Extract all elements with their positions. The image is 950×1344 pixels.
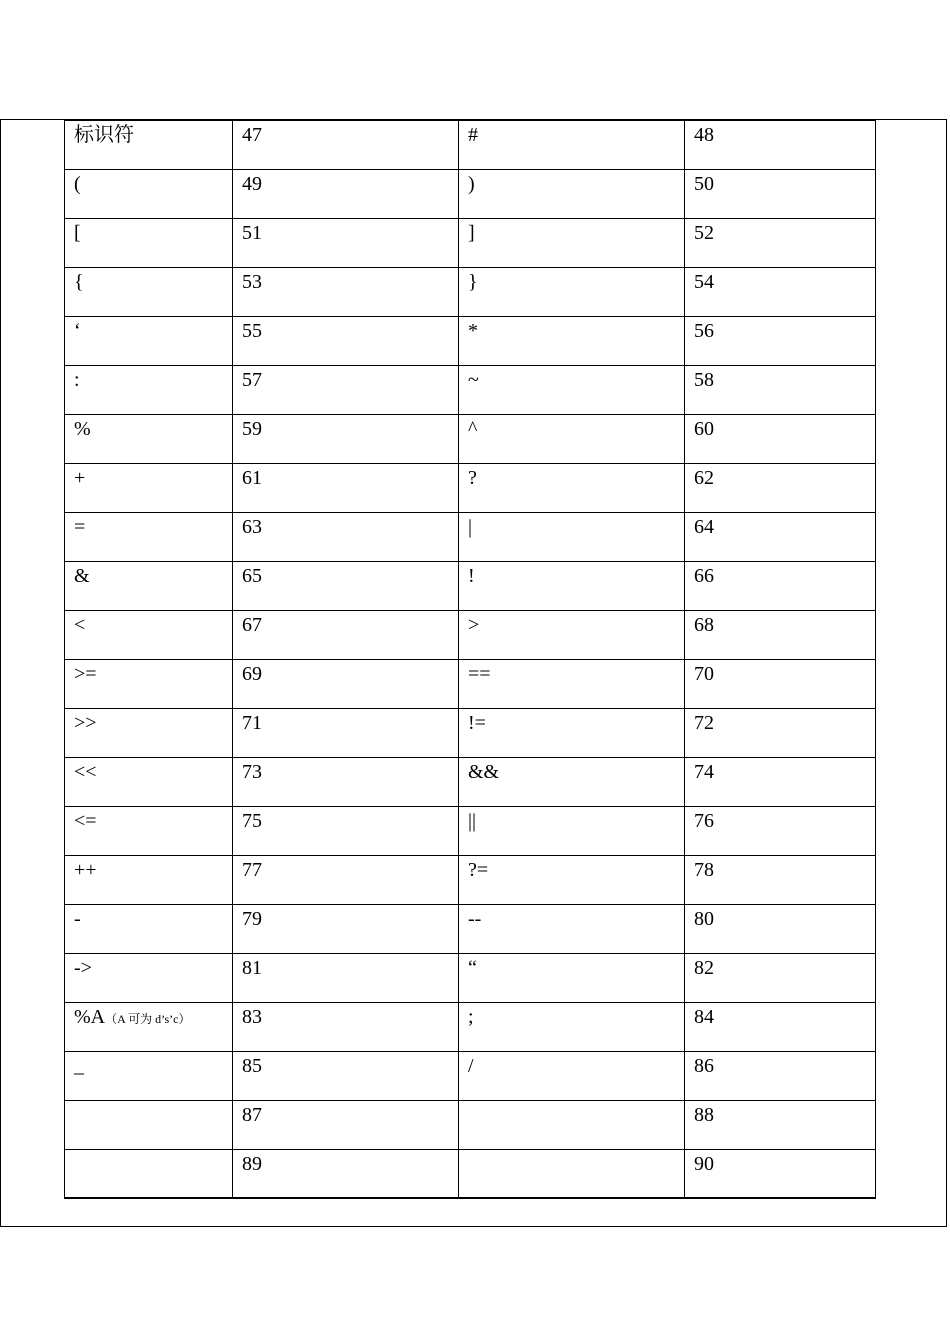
symbol-text: } [468, 270, 478, 293]
symbol-cell [65, 1149, 233, 1198]
symbol-cell [459, 904, 685, 953]
code-text: 59 [242, 417, 262, 440]
code-text: 80 [694, 907, 714, 930]
symbol-cell [459, 757, 685, 806]
symbol-cell [459, 316, 685, 365]
table-row [65, 512, 876, 561]
symbol-text [74, 1003, 190, 1032]
symbol-cell [65, 1100, 233, 1149]
symbol-text: ] [468, 221, 475, 244]
table-row [65, 365, 876, 414]
code-text: 74 [694, 760, 714, 783]
code-cell [233, 169, 459, 218]
code-cell [233, 904, 459, 953]
symbol-text: ? [468, 466, 477, 489]
code-cell [233, 120, 459, 169]
table-row [65, 414, 876, 463]
symbol-text: <= [74, 809, 97, 832]
symbol-text: > [468, 613, 480, 636]
code-text: 87 [242, 1103, 262, 1126]
code-text: 49 [242, 172, 262, 195]
table-row [65, 561, 876, 610]
code-cell [685, 1051, 876, 1100]
symbol-cell [65, 659, 233, 708]
code-text: 79 [242, 907, 262, 930]
code-text: 89 [242, 1152, 262, 1175]
table-row [65, 1051, 876, 1100]
code-cell [233, 414, 459, 463]
symbol-cell [65, 757, 233, 806]
code-text: 58 [694, 368, 714, 391]
symbol-cell [459, 512, 685, 561]
code-cell [685, 1149, 876, 1198]
code-text: 88 [694, 1103, 714, 1126]
code-text: 53 [242, 270, 262, 293]
symbol-cell [459, 610, 685, 659]
code-cell [685, 708, 876, 757]
symbol-text: ‘ [74, 319, 81, 342]
code-cell [685, 365, 876, 414]
table-row [65, 463, 876, 512]
code-text: 60 [694, 417, 714, 440]
symbol-text: -> [74, 956, 92, 979]
table-row [65, 806, 876, 855]
code-cell [685, 904, 876, 953]
symbol-cell [65, 512, 233, 561]
symbol-text: 标识符 [74, 124, 134, 146]
symbol-cell [65, 218, 233, 267]
code-cell [233, 806, 459, 855]
table-row [65, 757, 876, 806]
code-cell [685, 806, 876, 855]
symbol-cell [65, 610, 233, 659]
code-text: 66 [694, 564, 714, 587]
code-text: 55 [242, 319, 262, 342]
symbol-text: ++ [74, 858, 97, 881]
code-text: 52 [694, 221, 714, 244]
table-row [65, 218, 876, 267]
code-text: 51 [242, 221, 262, 244]
code-text: 73 [242, 760, 262, 783]
symbol-cell [459, 1051, 685, 1100]
symbol-cell [65, 316, 233, 365]
symbol-text: = [74, 515, 86, 538]
symbol-cell [459, 1149, 685, 1198]
code-text: 68 [694, 613, 714, 636]
symbol-cell [459, 267, 685, 316]
symbol-cell [65, 267, 233, 316]
symbol-cell [459, 855, 685, 904]
code-text: 64 [694, 515, 714, 538]
code-text: 63 [242, 515, 262, 538]
code-cell [685, 169, 876, 218]
code-text: 61 [242, 466, 262, 489]
symbol-text: || [468, 809, 477, 832]
code-text: 83 [242, 1005, 262, 1028]
token-code-table [64, 119, 876, 1199]
code-cell [685, 757, 876, 806]
code-cell [685, 1002, 876, 1051]
code-cell [233, 659, 459, 708]
code-cell [685, 561, 876, 610]
symbol-text: # [468, 124, 478, 146]
symbol-text: >> [74, 711, 97, 734]
code-cell [233, 316, 459, 365]
code-cell [685, 120, 876, 169]
symbol-cell [65, 561, 233, 610]
symbol-text: ( [74, 172, 81, 195]
code-text: 90 [694, 1152, 714, 1175]
table-row [65, 1100, 876, 1149]
format-specifier-note: （A 可为 d’s’c） [105, 1011, 191, 1026]
table-row [65, 904, 876, 953]
table-row [65, 1002, 876, 1051]
symbol-text: % [74, 417, 91, 440]
symbol-cell [65, 169, 233, 218]
symbol-text: << [74, 760, 97, 783]
code-text: 78 [694, 858, 714, 881]
code-cell [685, 659, 876, 708]
symbol-cell [65, 708, 233, 757]
table-row [65, 120, 876, 169]
code-cell [233, 1100, 459, 1149]
code-text: 77 [242, 858, 262, 881]
symbol-cell [65, 1002, 233, 1051]
symbol-cell [459, 365, 685, 414]
symbol-cell [459, 120, 685, 169]
code-cell [233, 757, 459, 806]
code-text: 69 [242, 662, 262, 685]
code-cell [233, 561, 459, 610]
code-cell [233, 1051, 459, 1100]
code-cell [233, 218, 459, 267]
code-text: 75 [242, 809, 262, 832]
code-cell [685, 267, 876, 316]
code-cell [685, 218, 876, 267]
symbol-text: ) [468, 172, 475, 195]
symbol-text: : [74, 368, 80, 391]
symbol-text: _ [74, 1054, 84, 1077]
symbol-text: ! [468, 564, 475, 587]
code-text: 84 [694, 1005, 714, 1028]
symbol-text: == [468, 662, 491, 685]
symbol-text: && [468, 760, 500, 783]
code-text: 82 [694, 956, 714, 979]
code-text: 67 [242, 613, 262, 636]
code-text: 47 [242, 124, 262, 146]
table-row [65, 610, 876, 659]
symbol-cell [65, 953, 233, 1002]
code-text: 62 [694, 466, 714, 489]
symbol-text: ^ [468, 417, 478, 440]
symbol-text: < [74, 613, 86, 636]
code-cell [233, 463, 459, 512]
symbol-cell [459, 953, 685, 1002]
code-cell [233, 512, 459, 561]
symbol-text: { [74, 270, 84, 293]
symbol-cell [459, 1002, 685, 1051]
code-text: 70 [694, 662, 714, 685]
code-text: 56 [694, 319, 714, 342]
symbol-cell [459, 806, 685, 855]
code-text: 76 [694, 809, 714, 832]
code-cell [685, 855, 876, 904]
symbol-cell [459, 218, 685, 267]
symbol-text: / [468, 1054, 474, 1077]
code-cell [233, 708, 459, 757]
code-cell [233, 365, 459, 414]
symbol-cell [65, 1051, 233, 1100]
code-cell [685, 1100, 876, 1149]
symbol-cell [65, 120, 233, 169]
code-text: 54 [694, 270, 714, 293]
symbol-text: ~ [468, 368, 479, 391]
table-row [65, 267, 876, 316]
table-row [65, 708, 876, 757]
symbol-text: [ [74, 221, 81, 244]
symbol-cell [459, 414, 685, 463]
code-cell [233, 855, 459, 904]
code-text: 81 [242, 956, 262, 979]
symbol-cell [65, 904, 233, 953]
code-text: 85 [242, 1054, 262, 1077]
code-text: 71 [242, 711, 262, 734]
symbol-text: + [74, 466, 86, 489]
symbol-text: ?= [468, 858, 489, 881]
code-cell [685, 414, 876, 463]
symbol-text: != [468, 711, 486, 734]
symbol-cell [459, 659, 685, 708]
code-cell [233, 1149, 459, 1198]
format-specifier-text: %A [74, 1005, 106, 1028]
code-text: 57 [242, 368, 262, 391]
symbol-cell [65, 365, 233, 414]
table-row [65, 855, 876, 904]
code-text: 86 [694, 1054, 714, 1077]
symbol-text: >= [74, 662, 97, 685]
code-text: 50 [694, 172, 714, 195]
code-cell [685, 953, 876, 1002]
symbol-text: ; [468, 1005, 474, 1028]
code-text: 72 [694, 711, 714, 734]
symbol-text: & [74, 564, 90, 587]
table-row [65, 1149, 876, 1198]
symbol-text: -- [468, 907, 482, 930]
symbol-cell [459, 708, 685, 757]
code-cell [685, 316, 876, 365]
symbol-cell [459, 561, 685, 610]
code-text: 65 [242, 564, 262, 587]
table-row [65, 316, 876, 365]
code-cell [685, 463, 876, 512]
code-text: 48 [694, 124, 714, 146]
code-cell [685, 610, 876, 659]
code-cell [233, 953, 459, 1002]
symbol-text: “ [468, 956, 477, 979]
symbol-cell [459, 1100, 685, 1149]
symbol-text: * [468, 319, 478, 342]
code-cell [685, 512, 876, 561]
symbol-cell [65, 414, 233, 463]
table-row [65, 169, 876, 218]
symbol-text: | [468, 515, 473, 538]
table-row [65, 659, 876, 708]
symbol-cell [459, 463, 685, 512]
symbol-text: - [74, 907, 81, 930]
symbol-cell [459, 169, 685, 218]
table-row [65, 953, 876, 1002]
symbol-cell [65, 463, 233, 512]
code-cell [233, 267, 459, 316]
symbol-cell [65, 806, 233, 855]
code-cell [233, 1002, 459, 1051]
symbol-cell [65, 855, 233, 904]
code-cell [233, 610, 459, 659]
